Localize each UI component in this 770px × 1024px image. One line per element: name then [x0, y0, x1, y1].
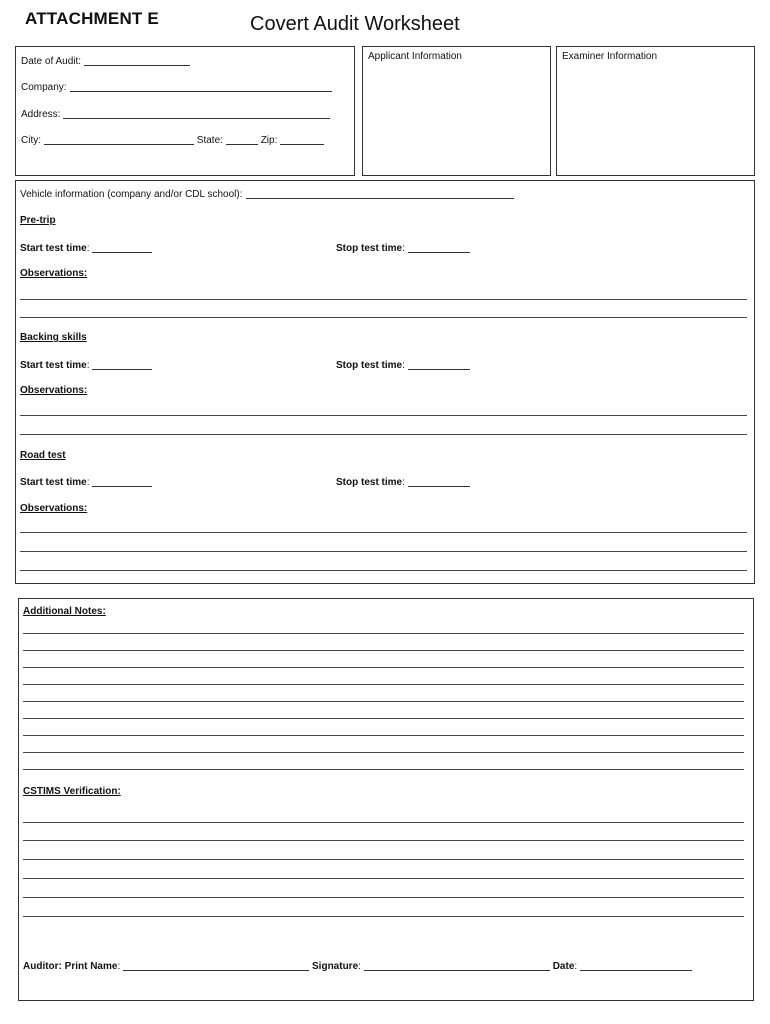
- examiner-information-box[interactable]: [556, 46, 755, 176]
- backing-observations-label: Observations:: [20, 385, 88, 396]
- cstims-verification-heading: CSTIMS Verification:: [23, 786, 121, 797]
- cstims-line[interactable]: [23, 916, 744, 917]
- road-test-heading: Road test: [20, 450, 66, 461]
- pretrip-observation-line[interactable]: [20, 299, 747, 300]
- test-observations-box: [15, 180, 755, 584]
- page-title: Covert Audit Worksheet: [250, 13, 460, 35]
- notes-line[interactable]: [23, 769, 744, 770]
- pretrip-observations-label: Observations:: [20, 268, 88, 279]
- address-field[interactable]: [21, 108, 330, 120]
- cstims-line[interactable]: [23, 897, 744, 898]
- vehicle-information-label: Vehicle information (company and/or CDL school):: [20, 189, 243, 200]
- road-observation-line[interactable]: [20, 532, 747, 533]
- state-label: State:: [196, 135, 223, 146]
- road-start-time-blank[interactable]: [92, 476, 152, 487]
- city-label: City:: [21, 135, 41, 146]
- auditor-print-name-blank[interactable]: [123, 960, 309, 971]
- pretrip-stop-time-field[interactable]: [336, 242, 470, 254]
- state-blank[interactable]: [226, 134, 258, 145]
- auditor-print-name-label: Auditor: Print Name: [23, 961, 118, 972]
- signature-colon: :: [358, 961, 361, 972]
- backing-start-time-blank[interactable]: [92, 359, 152, 370]
- cstims-line[interactable]: [23, 878, 744, 879]
- notes-line[interactable]: [23, 650, 744, 651]
- notes-box: [18, 598, 754, 1001]
- road-stop-time-field[interactable]: [336, 476, 470, 488]
- notes-line[interactable]: [23, 684, 744, 685]
- zip-blank[interactable]: [280, 134, 324, 145]
- notes-line[interactable]: [23, 633, 744, 634]
- company-field[interactable]: [21, 81, 332, 93]
- backing-stop-time-label: Stop test time: [336, 360, 403, 371]
- city-state-zip-field[interactable]: [21, 134, 324, 146]
- date-of-audit-label: Date of Audit:: [21, 56, 82, 67]
- additional-notes-heading: Additional Notes:: [23, 606, 106, 617]
- date-of-audit-blank[interactable]: [84, 55, 190, 66]
- address-label: Address:: [21, 109, 61, 120]
- road-stop-colon: :: [402, 477, 405, 488]
- date-colon: :: [574, 961, 578, 972]
- pretrip-start-time-field[interactable]: [20, 242, 152, 254]
- pretrip-heading: Pre-trip: [20, 215, 56, 226]
- backing-start-colon: :: [86, 360, 90, 371]
- backing-start-time-field[interactable]: [20, 359, 152, 371]
- backing-stop-time-blank[interactable]: [408, 359, 470, 370]
- road-start-time-label: Start test time: [20, 477, 87, 488]
- road-stop-time-blank[interactable]: [408, 476, 470, 487]
- road-start-time-field[interactable]: [20, 476, 152, 488]
- notes-line[interactable]: [23, 718, 744, 719]
- backing-stop-time-field[interactable]: [336, 359, 470, 371]
- road-start-colon: :: [86, 477, 90, 488]
- auditor-colon: :: [117, 961, 121, 972]
- notes-line[interactable]: [23, 752, 744, 753]
- road-observation-line[interactable]: [20, 551, 747, 552]
- pretrip-start-time-blank[interactable]: [92, 242, 152, 253]
- signature-label: Signature: [312, 961, 359, 972]
- backing-observation-line[interactable]: [20, 415, 747, 416]
- city-blank[interactable]: [44, 134, 194, 145]
- road-observation-line[interactable]: [20, 570, 747, 571]
- pretrip-stop-time-blank[interactable]: [408, 242, 470, 253]
- backing-start-time-label: Start test time: [20, 360, 87, 371]
- applicant-information-box[interactable]: [362, 46, 551, 176]
- zip-label: Zip:: [260, 135, 278, 146]
- backing-stop-colon: :: [402, 360, 405, 371]
- company-blank[interactable]: [70, 81, 332, 92]
- pretrip-start-colon: :: [86, 243, 90, 254]
- notes-line[interactable]: [23, 667, 744, 668]
- date-label: Date: [552, 961, 575, 972]
- address-blank[interactable]: [63, 108, 330, 119]
- examiner-information-label: Examiner Information: [562, 51, 658, 62]
- road-stop-time-label: Stop test time: [336, 477, 403, 488]
- applicant-information-label: Applicant Information: [368, 51, 462, 62]
- pretrip-start-time-label: Start test time: [20, 243, 87, 254]
- cstims-line[interactable]: [23, 859, 744, 860]
- vehicle-information-blank[interactable]: [246, 188, 514, 199]
- cstims-line[interactable]: [23, 840, 744, 841]
- backing-skills-heading: Backing skills: [20, 332, 87, 343]
- auditor-signature-row: [23, 960, 692, 972]
- signature-blank[interactable]: [364, 960, 550, 971]
- notes-line[interactable]: [23, 701, 744, 702]
- road-observations-label: Observations:: [20, 503, 88, 514]
- date-blank[interactable]: [580, 960, 692, 971]
- pretrip-stop-time-label: Stop test time: [336, 243, 403, 254]
- vehicle-information-field[interactable]: [20, 188, 514, 200]
- backing-observation-line[interactable]: [20, 434, 747, 435]
- cstims-line[interactable]: [23, 822, 744, 823]
- attachment-label: ATTACHMENT E: [25, 9, 159, 28]
- date-of-audit-field[interactable]: [21, 55, 190, 67]
- pretrip-stop-colon: :: [402, 243, 405, 254]
- notes-line[interactable]: [23, 735, 744, 736]
- pretrip-observation-line[interactable]: [20, 317, 747, 318]
- company-label: Company:: [21, 82, 67, 93]
